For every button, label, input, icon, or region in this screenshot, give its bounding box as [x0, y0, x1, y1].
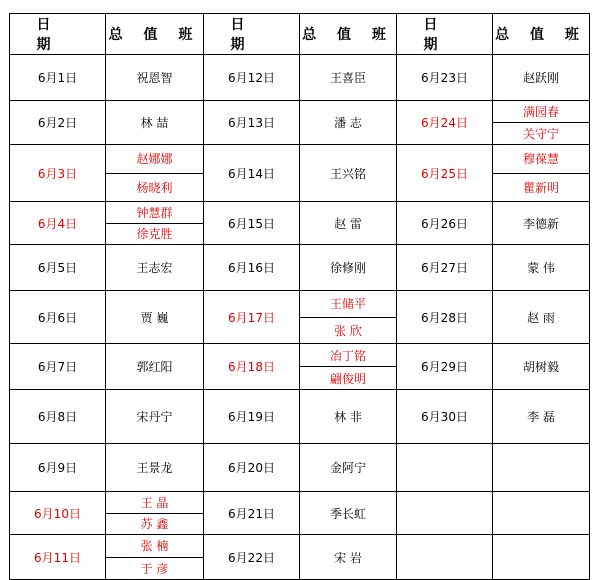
duty-name: 王储平	[300, 291, 396, 318]
date-cell: 6月29日	[397, 344, 493, 390]
date-cell: 6月3日	[10, 145, 106, 202]
duty-cell: 王兴铭	[300, 145, 397, 202]
table-row	[10, 291, 590, 344]
duty-name: 张 欣	[334, 323, 362, 338]
duty-name: 杨晓利	[136, 180, 173, 195]
date-cell: 6月16日	[204, 245, 300, 291]
date-cell: 6月18日	[204, 344, 300, 390]
duty-cell	[493, 101, 590, 145]
duty-name: 张 楠	[106, 535, 203, 558]
date-cell: 6月30日	[397, 390, 493, 444]
header-date-2: 日 期	[204, 14, 300, 55]
duty-name: 赵娜娜	[106, 145, 203, 174]
table-row	[10, 245, 590, 291]
date-cell: 6月10日	[10, 492, 106, 535]
table-row	[10, 145, 590, 202]
duty-name: 王 晶	[106, 492, 203, 514]
date-cell: 6月13日	[204, 101, 300, 145]
header-duty-2: 总 值 班	[300, 14, 397, 55]
duty-cell	[300, 344, 397, 390]
header-date-3: 日 期	[397, 14, 493, 55]
duty-cell: 季长虹	[300, 492, 397, 535]
duty-cell: 林 喆	[106, 101, 204, 145]
duty-cell: 王景龙	[106, 444, 204, 492]
duty-cell: 潘 志	[300, 101, 397, 145]
date-cell: 6月14日	[204, 145, 300, 202]
duty-cell: 宋 岩	[300, 535, 397, 580]
date-cell: 6月7日	[10, 344, 106, 390]
header-date-1: 日 期	[10, 14, 106, 55]
date-cell: 6月19日	[204, 390, 300, 444]
duty-cell	[106, 492, 204, 535]
duty-cell: 李 磊	[493, 390, 590, 444]
duty-cell: 贾 巍	[106, 291, 204, 344]
duty-name: 穆葆慧	[493, 145, 589, 174]
duty-cell: 赵跃刚	[493, 55, 590, 101]
date-cell: 6月8日	[10, 390, 106, 444]
duty-cell: 赵 雷	[300, 202, 397, 245]
duty-cell: 王志宏	[106, 245, 204, 291]
duty-cell: 宋丹宁	[106, 390, 204, 444]
date-cell: 6月24日	[397, 101, 493, 145]
duty-cell: 蒙 伟	[493, 245, 590, 291]
duty-name: 苏 鑫	[140, 517, 169, 532]
duty-cell	[300, 291, 397, 344]
duty-name: 徐克胜	[136, 227, 173, 242]
duty-cell	[106, 535, 204, 580]
date-cell	[397, 444, 493, 492]
table-row	[10, 492, 590, 535]
duty-roster-table	[9, 13, 590, 580]
date-cell: 6月22日	[204, 535, 300, 580]
table-row	[10, 55, 590, 101]
duty-name: 满园春	[493, 101, 589, 123]
header-duty-3: 总 值 班	[493, 14, 590, 55]
duty-cell	[493, 444, 590, 492]
table-row	[10, 535, 590, 580]
date-cell: 6月5日	[10, 245, 106, 291]
duty-cell: 祝恩智	[106, 55, 204, 101]
table-row	[10, 390, 590, 444]
header-row	[10, 14, 590, 55]
duty-cell: 林 非	[300, 390, 397, 444]
date-cell: 6月17日	[204, 291, 300, 344]
date-cell	[397, 492, 493, 535]
table-row	[10, 344, 590, 390]
duty-cell	[106, 202, 204, 245]
duty-cell: 李德新	[493, 202, 590, 245]
duty-cell: 金阿宁	[300, 444, 397, 492]
table-row	[10, 101, 590, 145]
duty-cell	[493, 145, 590, 202]
date-cell: 6月20日	[204, 444, 300, 492]
duty-name: 瞿新明	[522, 180, 559, 195]
date-cell: 6月4日	[10, 202, 106, 245]
duty-cell: 徐修刚	[300, 245, 397, 291]
date-cell: 6月27日	[397, 245, 493, 291]
date-cell: 6月28日	[397, 291, 493, 344]
duty-name: 关守宁	[522, 127, 559, 141]
duty-name: 冶丁铭	[300, 344, 396, 367]
date-cell: 6月2日	[10, 101, 106, 145]
header-duty-1: 总 值 班	[106, 14, 204, 55]
date-cell: 6月15日	[204, 202, 300, 245]
duty-name: 于 彦	[140, 561, 169, 576]
duty-cell	[106, 145, 204, 202]
duty-cell: 胡树毅	[493, 344, 590, 390]
duty-cell	[493, 535, 590, 580]
date-cell	[397, 535, 493, 580]
date-cell: 6月6日	[10, 291, 106, 344]
duty-cell	[493, 492, 590, 535]
duty-name: 翩俊明	[329, 371, 366, 386]
duty-name: 钟慧群	[106, 202, 203, 224]
duty-cell: 郭红阳	[106, 344, 204, 390]
date-cell: 6月23日	[397, 55, 493, 101]
duty-cell: 王喜臣	[300, 55, 397, 101]
table-row	[10, 202, 590, 245]
date-cell: 6月26日	[397, 202, 493, 245]
date-cell: 6月9日	[10, 444, 106, 492]
table-row	[10, 444, 590, 492]
date-cell: 6月25日	[397, 145, 493, 202]
date-cell: 6月11日	[10, 535, 106, 580]
duty-cell: 赵 雨	[493, 291, 590, 344]
date-cell: 6月21日	[204, 492, 300, 535]
date-cell: 6月1日	[10, 55, 106, 101]
date-cell: 6月12日	[204, 55, 300, 101]
